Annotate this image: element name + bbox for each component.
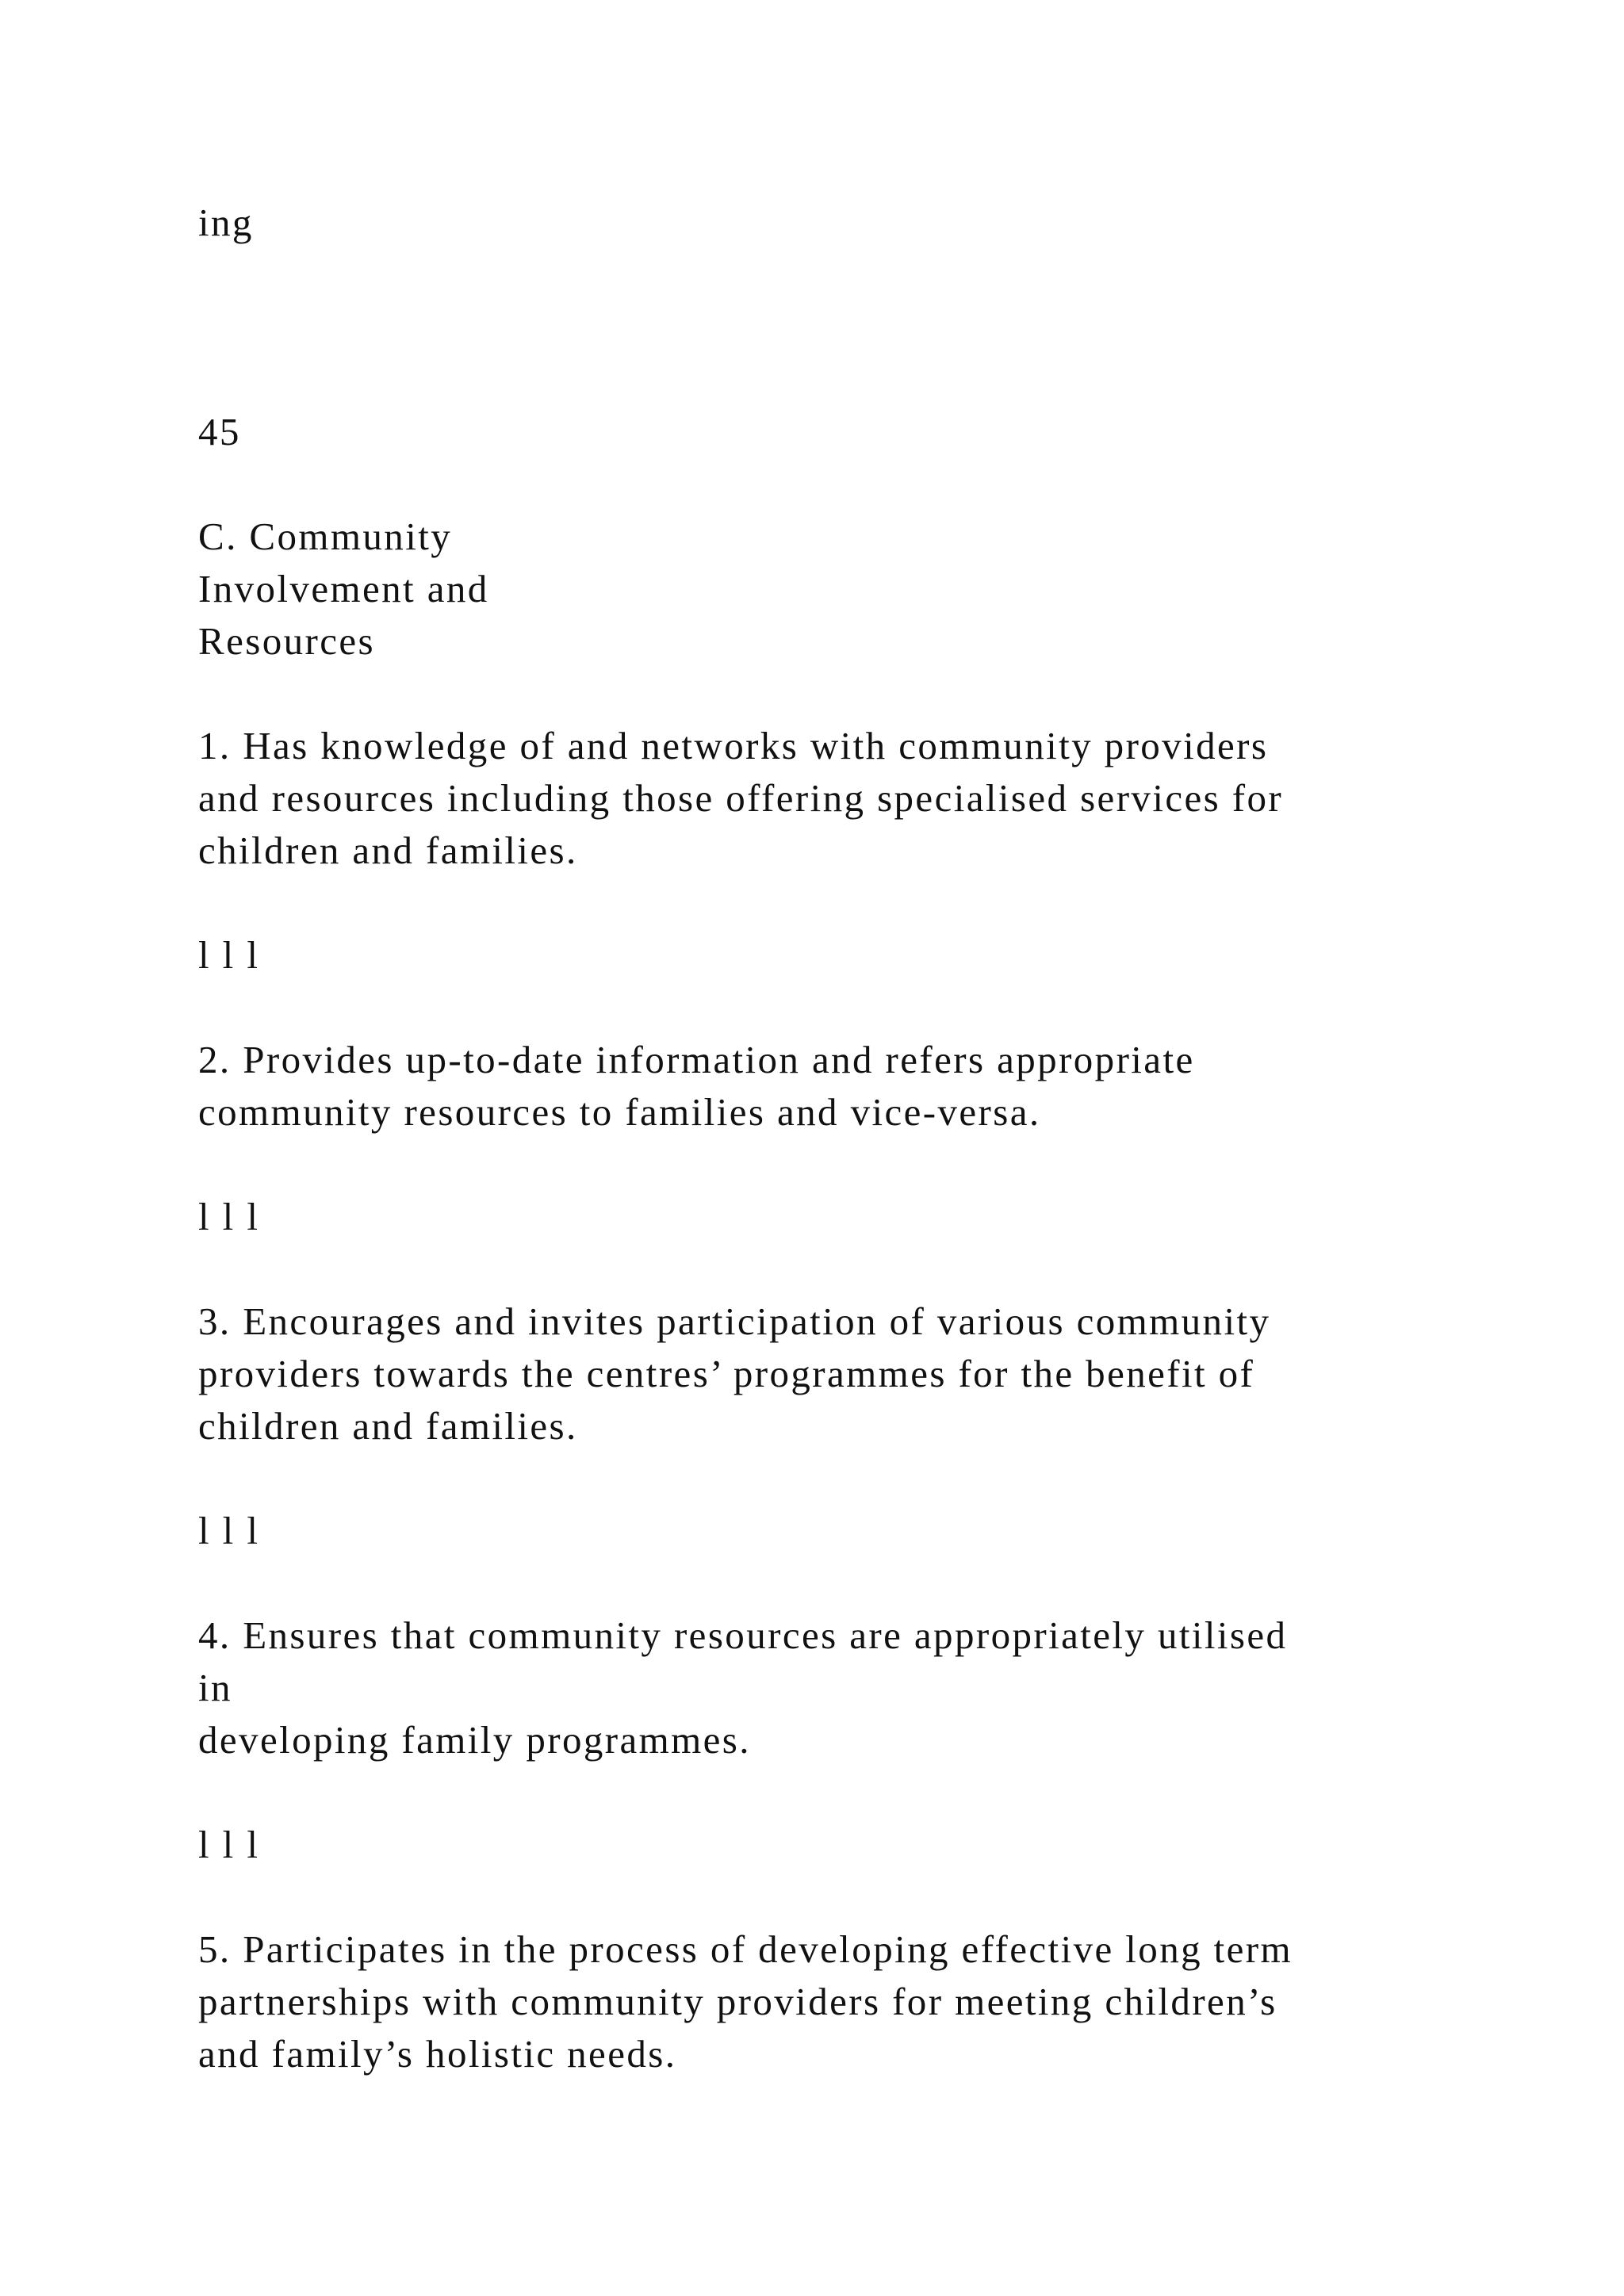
item-marks: l l l — [198, 1509, 260, 1552]
item-marks: l l l — [198, 1823, 260, 1866]
item-text-line: providers towards the centres’ programmes for the benefit of — [198, 1352, 1255, 1395]
item-text-line: 3. Encourages and invites participation of various community — [198, 1299, 1271, 1343]
text-fragment: ing — [198, 201, 254, 244]
item-text-line: 1. Has knowledge of and networks with community providers — [198, 724, 1269, 767]
item-text-line: 5. Participates in the process of developing effective long term — [198, 1927, 1293, 1971]
item-text-line: partnerships with community providers for meeting children’s — [198, 1980, 1277, 2023]
item-marks: l l l — [198, 933, 260, 977]
item-marks: l l l — [198, 1195, 260, 1238]
item-text-line: and resources including those offering specialised services for — [198, 776, 1284, 820]
section-title-line: Resources — [198, 619, 375, 663]
item-text-line: in — [198, 1666, 232, 1709]
item-text-line: and family’s holistic needs. — [198, 2032, 677, 2076]
item-text-line: 4. Ensures that community resources are appropriately utilised — [198, 1613, 1288, 1657]
section-title-line: Involvement and — [198, 567, 489, 610]
page-number: 45 — [198, 410, 241, 453]
item-text-line: developing family programmes. — [198, 1718, 751, 1762]
item-text-line: 2. Provides up-to-date information and refers appropriate — [198, 1038, 1195, 1081]
item-text-line: community resources to families and vice-versa. — [198, 1090, 1041, 1134]
item-text-line: children and families. — [198, 828, 578, 872]
item-text-line: children and families. — [198, 1404, 578, 1448]
section-title-line: C. Community — [198, 515, 453, 558]
